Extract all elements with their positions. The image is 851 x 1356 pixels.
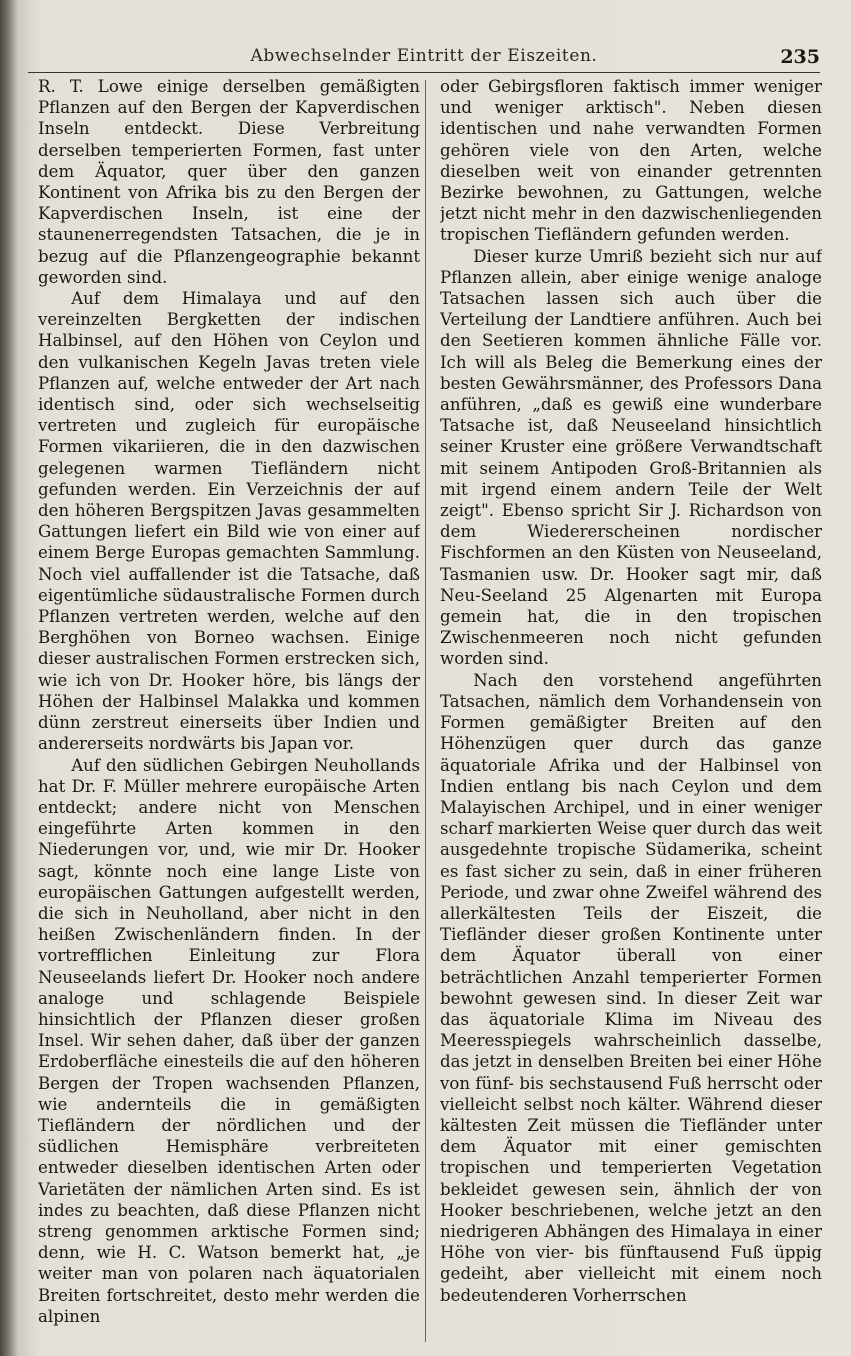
right-column — [440, 76, 822, 1348]
column-divider — [425, 80, 426, 1342]
paragraph: Dieser kurze Umriß bezieht sich nur auf Pflanzen allein, aber einige wenige analoge Tatsachen lassen sich auch über die Verteilung der Landtiere anführen. Auch bei den Seetieren kommen ähnliche Fälle vor. Ich will als Beleg die Bemerkung eines der besten Gewährsmänner, des Professors Dana anführen, „daß es gewiß eine wunderbare Tatsache ist, daß Neuseeland hinsichtlich seiner Kruster eine größere Verwandtschaft mit seinem Antipoden Groß-Britannien als mit irgend einem andern Teile der Welt zeigt". Ebenso spricht Sir J. Richardson von dem Wiedererscheinen nordischer Fischformen an den Küsten von Neuseeland, Tasmanien usw. Dr. Hooker sagt mir, daß Neu-Seeland 25 Algenarten mit Europa gemein hat, die in den tropischen Zwischenmeeren noch nicht gefunden worden sind. — [440, 246, 822, 669]
paragraph: Auf den südlichen Gebirgen Neuhollands hat Dr. F. Müller mehrere europäische Arten entdeckt; andere nicht von Menschen eingeführte Arten kommen in den Niederungen vor, und, wie mir Dr. Hooker sagt, könnte noch eine lange Liste von europäischen Gattungen aufgestellt werden, die sich in Neuholland, aber nicht in den heißen Zwischenländern finden. In der vortrefflichen Einleitung zur Flora Neuseelands liefert Dr. Hooker noch andere analoge und schlagende Beispiele hinsichtlich der Pflanzen dieser großen Insel. Wir sehen daher, daß über der ganzen Erdoberfläche einesteils die auf den höheren Bergen der Tropen wachsenden Pflanzen, wie andernteils die in gemäßigten Tiefländern der nördlichen und der südlichen Hemisphäre verbreiteten entweder dieselben identischen Arten oder Varietäten der nämlichen Arten sind. Es ist indes zu beachten, daß diese Pflanzen nicht streng genommen arktische Formen sind; denn, wie H. C. Watson bemerkt hat, „je weiter man von polaren nach äquatorialen Breiten fortschreitet, desto mehr werden die alpinen — [38, 755, 420, 1326]
left-column — [38, 76, 420, 1348]
page-header — [28, 42, 820, 73]
running-title: Abwechselnder Eintritt der Eiszeiten. — [250, 46, 598, 66]
paragraph: oder Gebirgsfloren faktisch immer weniger und weniger arktisch". Neben diesen identischen und nahe verwandten Formen gehören viele von den Arten, welche dieselben weit von einander getrennten Bezirke bewohnen, zu Gattungen, welche jetzt nicht mehr in den dazwischenliegenden tropischen Tiefländern gefunden werden. — [440, 77, 822, 245]
paragraph: Nach den vorstehend angeführten Tatsachen, nämlich dem Vorhandensein von Formen gemäßigter Breiten auf den Höhenzügen quer durch das ganze äquatoriale Afrika und der Halbinsel von Indien entlang bis nach Ceylon und dem Malayischen Archipel, und in einer weniger scharf markierten Weise quer durch das weit ausgedehnte tropische Südamerika, scheint es fast sicher zu sein, daß in einer früheren Periode, und zwar ohne Zweifel während des allerkältesten Teils der Eiszeit, die Tiefländer dieser großen Kontinente unter dem Äquator überall von einer beträchtlichen Anzahl temperierter Formen bewohnt gewesen sind. In dieser Zeit war das äquatoriale Klima im Niveau des Meeresspiegels wahrscheinlich dasselbe, das jetzt in denselben Breiten bei einer Höhe von fünf- bis sechstausend Fuß herrscht oder vielleicht selbst noch kälter. Während dieser kältesten Zeit müssen die Tiefländer unter dem Äquator mit einer gemischten tropischen und temperierten Vegetation bekleidet gewesen sein, ähnlich der von Hooker beschriebenen, welche jetzt an den niedrigeren Abhängen des Himalaya in einer Höhe von vier- bis fünftausend Fuß üppig gedeiht, aber vielleicht mit einem noch bedeutenderen Vorherrschen — [440, 670, 822, 1305]
paragraph: R. T. Lowe einige derselben gemäßigten Pflanzen auf den Bergen der Kapverdischen Inseln entdeckt. Diese Verbreitung derselben temperierten Formen, fast unter dem Äquator, quer über den ganzen Kontinent von Afrika bis zu den Bergen der Kapverdischen Inseln, ist eine der staunenerregendsten Tatsachen, die je in bezug auf die Pflanzengeographie bekannt geworden sind. — [38, 77, 420, 287]
paragraph: Auf dem Himalaya und auf den vereinzelten Bergketten der indischen Halbinsel, auf den Höhen von Ceylon und den vulkanischen Kegeln Javas treten viele Pflanzen auf, welche entweder der Art nach identisch sind, oder sich wechselseitig vertreten und zugleich für europäische Formen vikariieren, die in den dazwischen gelegenen warmen Tiefländern nicht gefunden werden. Ein Verzeichnis der auf den höheren Bergspitzen Javas gesammelten Gattungen liefert ein Bild wie von einer auf einem Berge Europas gemachten Sammlung. Noch viel auffallender ist die Tatsache, daß eigentümliche südaustralische Formen durch Pflanzen vertreten werden, welche auf den Berghöhen von Borneo wachsen. Einige dieser australischen Formen erstrecken sich, wie ich von Dr. Hooker höre, bis längs der Höhen der Halbinsel Malakka und kommen dünn zerstreut einerseits über Indien und andererseits nordwärts bis Japan vor. — [38, 289, 420, 754]
page-number: 235 — [780, 46, 820, 68]
